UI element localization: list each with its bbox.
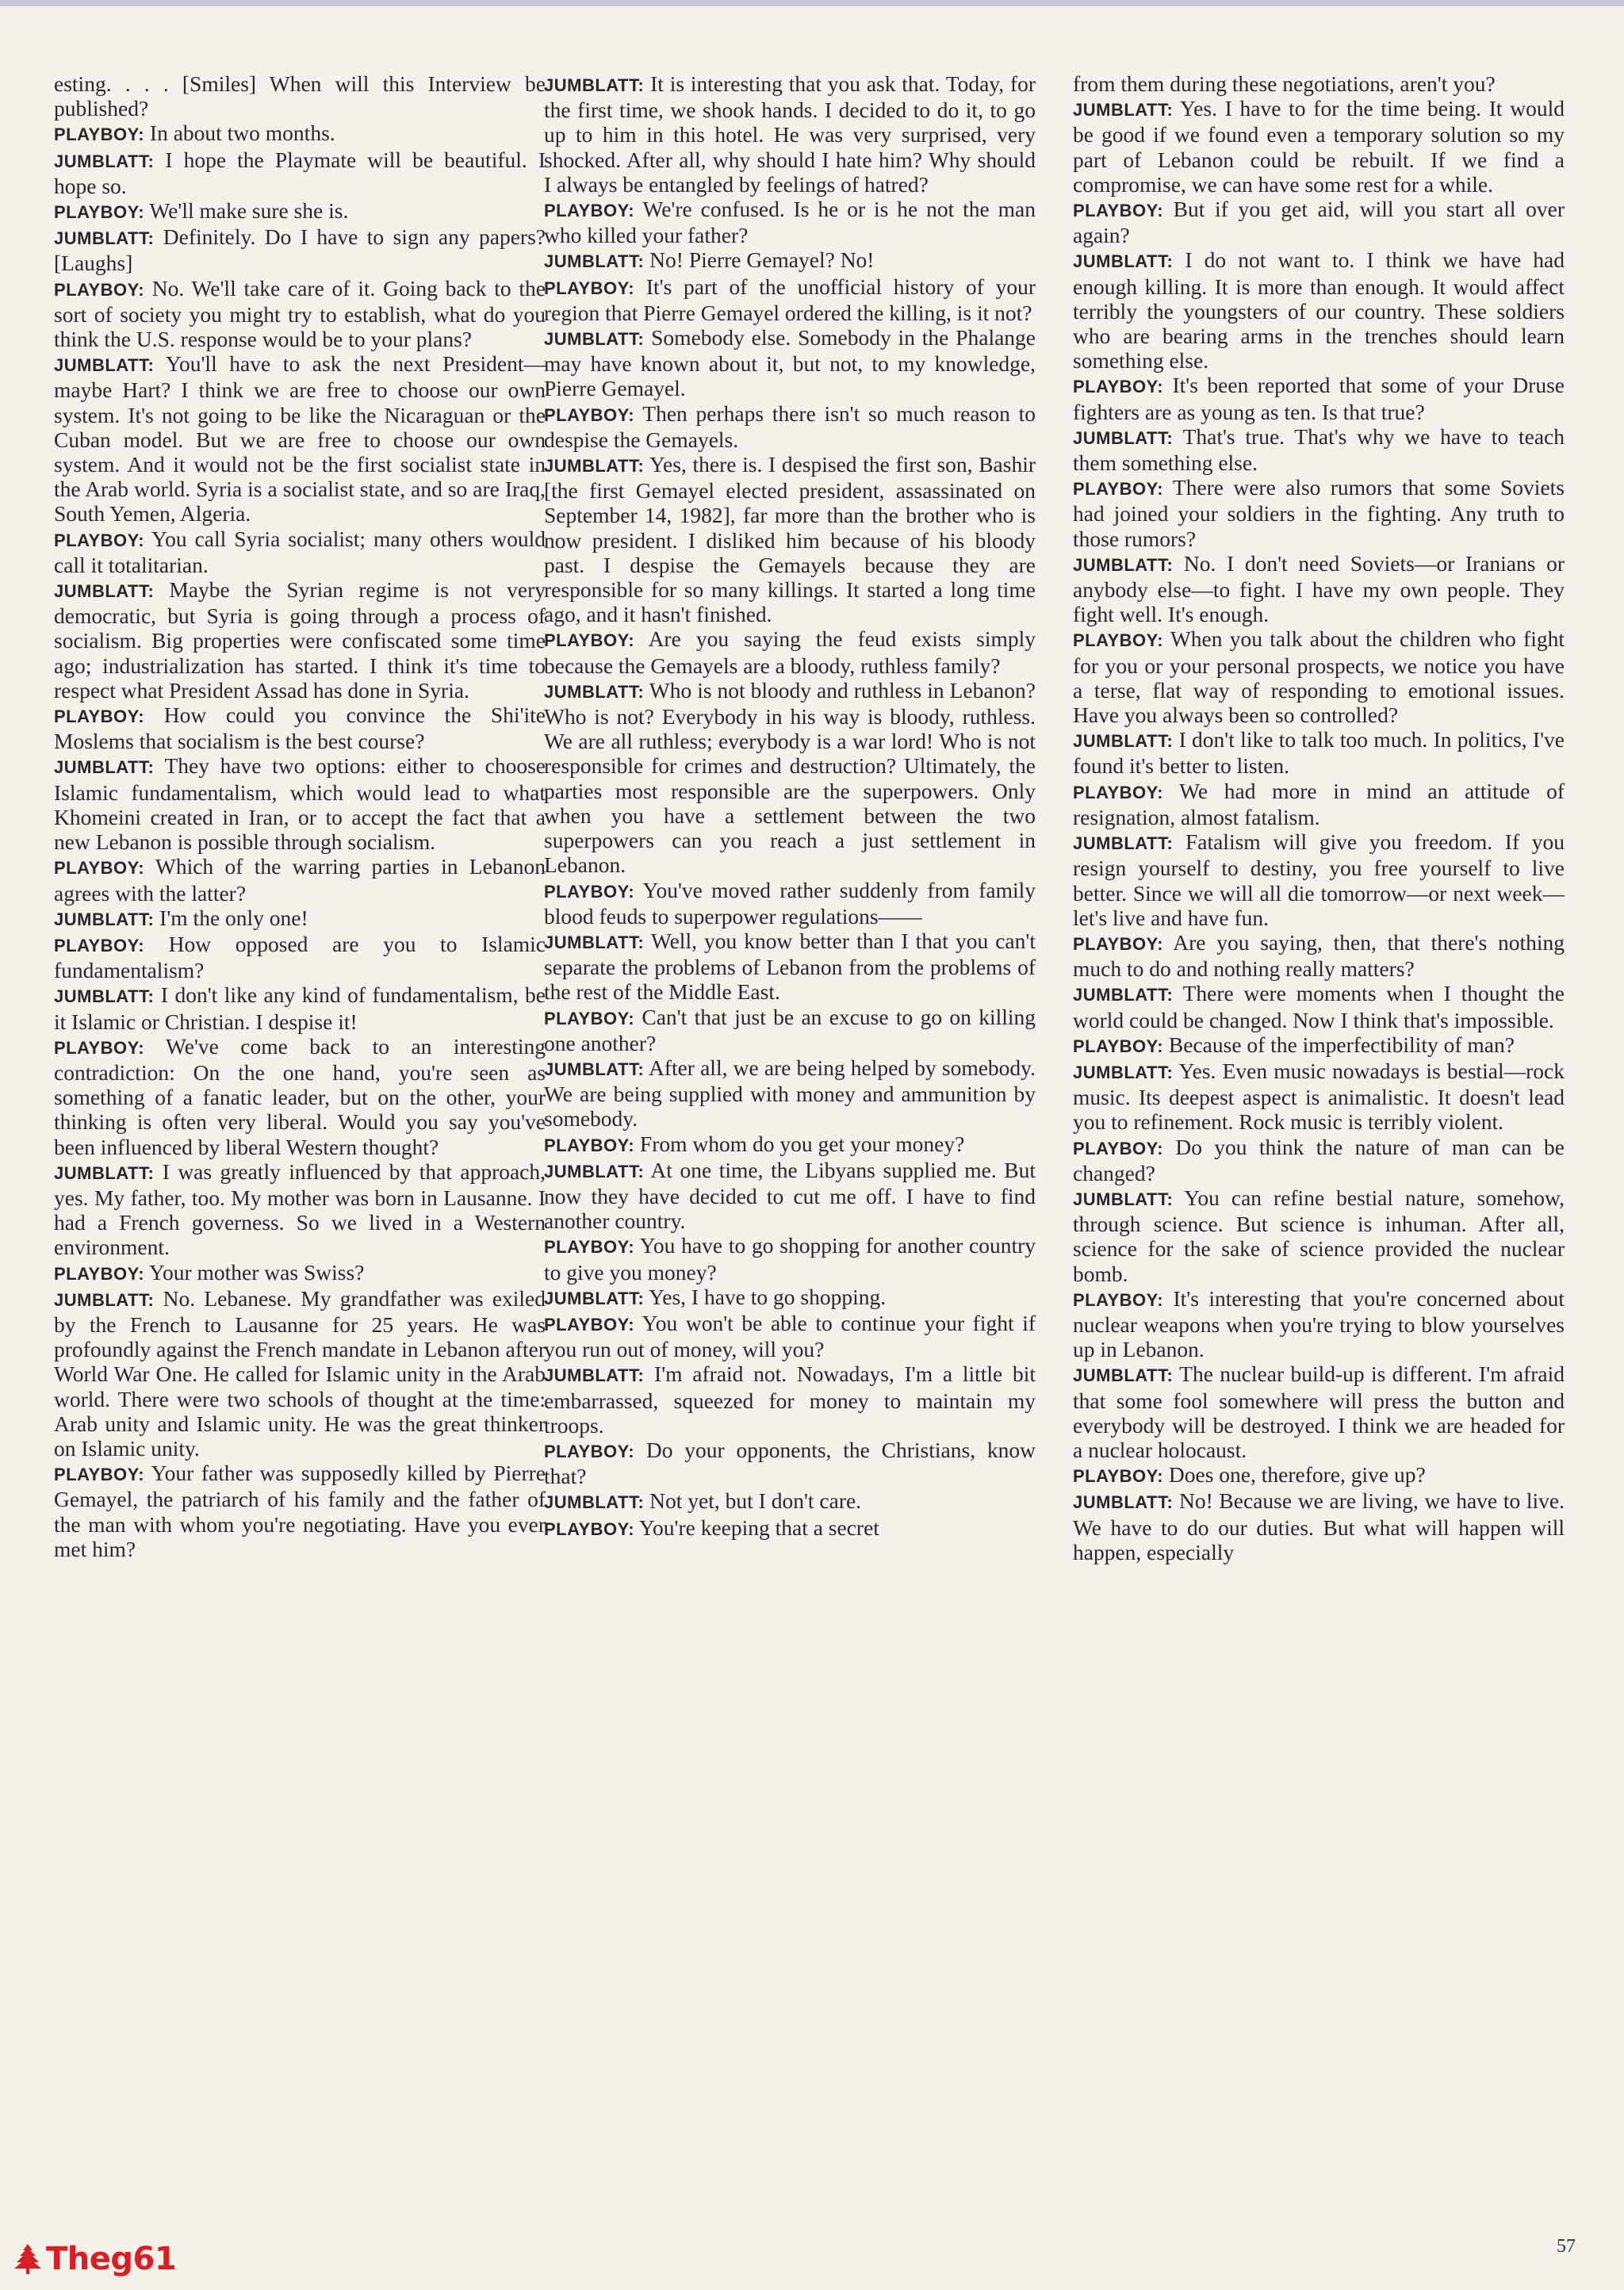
interview-paragraph xyxy=(1073,1185,1565,1286)
speaker-label: JUMBLATT: xyxy=(1073,100,1174,121)
paragraph-text: We've come back to an interesting contradiction: On the one hand, you're seen as something of a fanatic leader, but on the other, your thinking is often very liberal. Would you say you've been influenced by liberal Western thought? xyxy=(54,1033,546,1159)
paragraph-text: After all, we are being helped by somebody. We are being supplied with money and ammunition by somebody. xyxy=(544,1055,1036,1132)
interview-paragraph xyxy=(544,1438,1036,1488)
interview-paragraph xyxy=(544,71,1036,197)
speaker-label: PLAYBOY: xyxy=(54,530,145,550)
interview-paragraph xyxy=(1073,71,1565,96)
interview-paragraph xyxy=(1073,1059,1565,1135)
speaker-label: JUMBLATT: xyxy=(544,251,645,272)
interview-paragraph xyxy=(544,274,1036,325)
speaker-label: JUMBLATT: xyxy=(54,581,155,602)
paragraph-text: Can't that just be an excuse to go on killing one another? xyxy=(544,1004,1036,1055)
speaker-label: JUMBLATT: xyxy=(1073,251,1174,272)
interview-paragraph xyxy=(54,147,546,198)
paragraph-text: In about two months. xyxy=(149,121,335,146)
paragraph-text: Maybe the Syrian regime is not very democratic, but Syria is going through a process of socialism. Big properties were confiscated some time ago; industrialization has started. I think it's time to respect what President Assad has done in Syria. xyxy=(54,577,546,703)
interview-paragraph xyxy=(54,854,546,905)
speaker-label: JUMBLATT: xyxy=(544,1288,645,1308)
paragraph-text: Are you saying, then, that there's nothing much to do and nothing really matters? xyxy=(1073,929,1565,982)
interview-paragraph xyxy=(1073,829,1565,930)
paragraph-text: You're keeping that a secret xyxy=(638,1515,879,1540)
page-number: 57 xyxy=(1557,2236,1576,2257)
interview-paragraph xyxy=(54,982,546,1033)
speaker-label: PLAYBOY: xyxy=(54,124,145,145)
paragraph-text: I'm the only one! xyxy=(159,905,308,930)
speaker-label: PLAYBOY: xyxy=(544,1518,635,1539)
interview-paragraph xyxy=(54,932,546,982)
interview-paragraph xyxy=(54,1159,546,1260)
paragraph-text: When you talk about the children who fight for you or your personal prospects, we notice you have a terse, flat way of responding to emotional issues. Have you always been so controlled? xyxy=(1073,626,1565,728)
speaker-label: JUMBLATT: xyxy=(54,1162,155,1183)
speaker-label: JUMBLATT: xyxy=(54,228,155,249)
speaker-label: JUMBLATT: xyxy=(544,1059,645,1079)
paragraph-text: No. I don't need Soviets—or Iranians or anybody else—to fight. I have my own people. They fight well. It's enough. xyxy=(1073,550,1565,627)
paragraph-text: Your mother was Swiss? xyxy=(148,1259,365,1285)
speaker-label: JUMBLATT: xyxy=(1073,1189,1174,1209)
interview-paragraph xyxy=(1073,424,1565,475)
cedar-tree-icon xyxy=(11,2242,44,2276)
paragraph-text: Does one, therefore, give up? xyxy=(1168,1462,1426,1488)
logo-text: Theg61 xyxy=(46,2241,177,2277)
paragraph-text: Do you think the nature of man can be changed? xyxy=(1073,1134,1565,1185)
paragraph-text: Then perhaps there isn't so much reason to despise the Gemayels. xyxy=(544,400,1036,452)
speaker-label: PLAYBOY: xyxy=(1073,1289,1164,1310)
paragraph-text: I don't like any kind of fundamentalism, be it Islamic or Christian. I despise it! xyxy=(54,982,546,1034)
paragraph-text: It is interesting that you ask that. Today, for the first time, we shook hands. I decided to do it, to go up to him in this hotel. He was very surprised, very shocked. After all, why should I hate him? Why should I always be entangled by feelings of hatred? xyxy=(544,71,1036,197)
speaker-label: PLAYBOY: xyxy=(1073,933,1164,954)
paragraph-text: How could you convince the Shi'ite Moslems that socialism is the best course? xyxy=(54,703,546,754)
paragraph-text: Definitely. Do I have to sign any papers? [Laughs] xyxy=(54,224,546,276)
speaker-label: JUMBLATT: xyxy=(54,986,155,1007)
interview-paragraph xyxy=(54,276,546,352)
speaker-label: PLAYBOY: xyxy=(544,404,635,425)
interview-paragraph xyxy=(544,1311,1036,1361)
speaker-label: JUMBLATT: xyxy=(1073,731,1174,752)
speaker-label: JUMBLATT: xyxy=(1073,1492,1174,1513)
speaker-label: JUMBLATT: xyxy=(54,355,155,376)
paragraph-text: No. Lebanese. My grandfather was exiled by the French to Lausanne for 25 years. He was profoundly against the French mandate in Lebanon after World War One. He called for Islamic unity in the Arab world. There were two schools of thought at the time: Arab unity and Islamic unity. He was the great thinker on Islamic unity. xyxy=(54,1285,546,1461)
interview-paragraph xyxy=(54,753,546,854)
interview-paragraph xyxy=(1073,1286,1565,1362)
paragraph-text: I don't like to talk too much. In politics, I've found it's better to listen. xyxy=(1073,727,1565,779)
speaker-label: JUMBLATT: xyxy=(1073,554,1174,575)
speaker-label: PLAYBOY: xyxy=(54,279,145,300)
interview-paragraph xyxy=(54,527,546,577)
site-logo[interactable] xyxy=(11,2241,176,2277)
interview-paragraph xyxy=(54,121,546,147)
speaker-label: PLAYBOY: xyxy=(544,881,635,902)
interview-paragraph xyxy=(1073,981,1565,1032)
speaker-label: PLAYBOY: xyxy=(54,1037,145,1058)
interview-paragraph xyxy=(544,1158,1036,1234)
speaker-label: PLAYBOY: xyxy=(54,858,145,879)
interview-paragraph xyxy=(1073,1361,1565,1462)
paragraph-text: There were also rumors that some Soviets had joined your soldiers in the fighting. Any truth to those rumors? xyxy=(1073,475,1565,551)
paragraph-text: They have two options: either to choose Islamic fundamentalism, which would lead to what Khomeini created in Iran, or to accept the fact that a new Lebanon is possible through socialism. xyxy=(54,753,546,855)
interview-paragraph xyxy=(544,1132,1036,1158)
paragraph-text: Who is not bloody and ruthless in Lebanon? Who is not? Everybody in his way is bloody, ruthless. We are all ruthless; everybody is a war lord! Who is not responsible for crimes and destruction? Ultimately, the parties most responsible are the superpowers. Only when you have a settlement between the two superpowers can you reach a just settlement in Lebanon. xyxy=(544,677,1036,878)
speaker-label: JUMBLATT: xyxy=(544,75,645,95)
paragraph-text: Do your opponents, the Christians, know that? xyxy=(544,1437,1036,1489)
paragraph-text: Fatalism will give you freedom. If you resign yourself to destiny, you free yourself to live better. Since we will all die tomorrow—or next week—let's live and have fun. xyxy=(1073,829,1565,930)
paragraph-text: I hope the Playmate will be beautiful. I hope so. xyxy=(54,147,546,198)
paragraph-text: Yes, I have to go shopping. xyxy=(649,1284,887,1309)
column-3 xyxy=(1073,71,1565,1564)
paragraph-text: You have to go shopping for another country to give you money? xyxy=(544,1233,1036,1285)
interview-paragraph xyxy=(544,929,1036,1005)
speaker-label: PLAYBOY: xyxy=(544,1314,635,1335)
interview-paragraph xyxy=(54,906,546,932)
speaker-label: PLAYBOY: xyxy=(1073,201,1164,221)
speaker-label: PLAYBOY: xyxy=(1073,1138,1164,1158)
interview-paragraph xyxy=(1073,1488,1565,1564)
speaker-label: JUMBLATT: xyxy=(1073,833,1174,854)
interview-paragraph xyxy=(1073,1462,1565,1488)
interview-paragraph xyxy=(1073,475,1565,551)
paragraph-text: It's part of the unofficial history of your region that Pierre Gemayel ordered the killing, is it not? xyxy=(544,274,1036,325)
paragraph-text: Yes. Even music nowadays is bestial—rock music. Its deepest aspect is animalistic. It doesn't lead you to refinement. Rock music is terribly violent. xyxy=(1073,1058,1565,1135)
paragraph-text: We're confused. Is he or is he not the man who killed your father? xyxy=(544,197,1036,248)
paragraph-text: You call Syria socialist; many others would call it totalitarian. xyxy=(54,526,546,577)
speaker-label: JUMBLATT: xyxy=(544,329,645,350)
paragraph-text: Not yet, but I don't care. xyxy=(649,1488,862,1514)
interview-paragraph xyxy=(544,401,1036,452)
speaker-label: PLAYBOY: xyxy=(1073,377,1164,397)
speaker-label: JUMBLATT: xyxy=(1073,1062,1174,1082)
paragraph-text: No! Pierre Gemayel? No! xyxy=(649,247,875,273)
interview-paragraph xyxy=(54,1286,546,1461)
interview-paragraph xyxy=(544,1285,1036,1311)
interview-paragraph xyxy=(544,1361,1036,1438)
paragraph-text: I do not want to. I think we have had enough killing. It is more than enough. It would affect terribly the youngsters of our country. These soldiers who are bearing arms in the trenches should learn something else. xyxy=(1073,247,1565,373)
interview-paragraph xyxy=(54,1461,546,1561)
speaker-label: PLAYBOY: xyxy=(1073,1466,1164,1487)
paragraph-text: You can refine bestial nature, somehow, through science. But science is inhuman. After all, science for the sake of science provided the nuclear bomb. xyxy=(1073,1185,1565,1286)
interview-paragraph xyxy=(544,1488,1036,1515)
continuation-text: from them during these negotiations, aren't you? xyxy=(1073,71,1496,96)
speaker-label: JUMBLATT: xyxy=(544,456,645,477)
paragraph-text: You'll have to ask the next President—maybe Hart? I think we are free to choose our own system. It's not going to be like the Nicaraguan or the Cuban model. But we are free to choose our own system. And it would not be the first socialist state in the Arab world. Syria is a socialist state, and so are Iraq, South Yemen, Algeria. xyxy=(54,351,546,527)
speaker-label: JUMBLATT: xyxy=(544,681,645,702)
interview-paragraph xyxy=(54,71,546,121)
speaker-label: JUMBLATT: xyxy=(54,757,155,778)
paragraph-text: But if you get aid, will you start all over again? xyxy=(1073,197,1565,248)
interview-paragraph xyxy=(1073,779,1565,829)
interview-paragraph xyxy=(544,247,1036,274)
interview-paragraph xyxy=(544,878,1036,929)
interview-paragraph xyxy=(54,703,546,753)
paragraph-text: Your father was supposedly killed by Pierre Gemayel, the patriarch of his family and the father of the man with whom you're negotiating. Have you ever met him? xyxy=(54,1461,546,1561)
interview-paragraph xyxy=(1073,1135,1565,1185)
paragraph-text: There were moments when I thought the world could be changed. Now I think that's impossible. xyxy=(1073,981,1565,1032)
speaker-label: JUMBLATT: xyxy=(54,909,155,929)
paragraph-text: We had more in mind an attitude of resignation, almost fatalism. xyxy=(1073,778,1565,829)
interview-paragraph xyxy=(1073,96,1565,197)
interview-paragraph xyxy=(544,197,1036,247)
speaker-label: JUMBLATT: xyxy=(544,1161,645,1181)
paragraph-text: At one time, the Libyans supplied me. But now they have decided to cut me off. I have to find another country. xyxy=(544,1157,1036,1234)
interview-paragraph xyxy=(544,325,1036,401)
interview-paragraph xyxy=(1073,727,1565,778)
speaker-label: PLAYBOY: xyxy=(544,1135,635,1155)
speaker-label: JUMBLATT: xyxy=(54,1289,155,1310)
speaker-label: JUMBLATT: xyxy=(1073,1365,1174,1386)
speaker-label: JUMBLATT: xyxy=(1073,427,1174,448)
continuation-text: esting. . . . [Smiles] When will this Interview be published? xyxy=(54,71,546,121)
interview-paragraph xyxy=(1073,551,1565,627)
speaker-label: PLAYBOY: xyxy=(54,935,145,955)
speaker-label: PLAYBOY: xyxy=(54,707,145,727)
paragraph-text: No! Because we are living, we have to live. We have to do our duties. But what will happen will happen, especially xyxy=(1073,1488,1565,1564)
interview-paragraph xyxy=(544,1233,1036,1284)
interview-paragraph xyxy=(54,1034,546,1159)
interview-paragraph xyxy=(54,577,546,703)
speaker-label: PLAYBOY: xyxy=(1073,1036,1164,1056)
paragraph-text: Because of the imperfectibility of man? xyxy=(1168,1032,1515,1057)
interview-paragraph xyxy=(1073,247,1565,373)
paragraph-text: Yes. I have to for the time being. It would be good if we found even a temporary solution so my part of Lebanon could be rebuilt. If we find a compromise, we can have some rest for a while. xyxy=(1073,96,1565,197)
paragraph-text: You've moved rather suddenly from family blood feuds to superpower regulations—— xyxy=(544,877,1036,929)
speaker-label: PLAYBOY: xyxy=(54,1263,145,1284)
paragraph-text: It's been reported that some of your Druse fighters are as young as ten. Is that true? xyxy=(1073,373,1565,424)
paragraph-text: Are you saying the feud exists simply because the Gemayels are a bloody, ruthless family? xyxy=(544,626,1036,678)
speaker-label: PLAYBOY: xyxy=(1073,630,1164,651)
paragraph-text: That's true. That's why we have to teach them something else. xyxy=(1073,423,1565,476)
speaker-label: PLAYBOY: xyxy=(544,201,635,221)
speaker-label: PLAYBOY: xyxy=(544,1008,635,1028)
paragraph-text: How opposed are you to Islamic fundamentalism? xyxy=(54,931,546,983)
speaker-label: JUMBLATT: xyxy=(1073,985,1174,1005)
paragraph-text: The nuclear build-up is different. I'm afraid that some fool somewhere will press the button and everybody will be destroyed. I think we are headed for a nuclear holocaust. xyxy=(1073,1361,1565,1462)
paragraph-text: You won't be able to continue your fight if you run out of money, will you? xyxy=(544,1310,1036,1362)
interview-paragraph xyxy=(544,626,1036,677)
speaker-label: PLAYBOY: xyxy=(54,1465,145,1485)
paragraph-text: We'll make sure she is. xyxy=(149,198,349,224)
speaker-label: PLAYBOY: xyxy=(544,630,635,651)
interview-paragraph xyxy=(544,1005,1036,1055)
interview-paragraph xyxy=(54,1260,546,1286)
interview-paragraph xyxy=(54,224,546,275)
speaker-label: JUMBLATT: xyxy=(544,1365,645,1386)
speaker-label: PLAYBOY: xyxy=(54,202,145,223)
speaker-label: PLAYBOY: xyxy=(544,278,635,298)
interview-paragraph xyxy=(1073,930,1565,981)
paragraph-text: It's interesting that you're concerned about nuclear weapons when you're trying to blow yourselves up in Lebanon. xyxy=(1073,1285,1565,1362)
interview-paragraph xyxy=(544,678,1036,878)
speaker-label: JUMBLATT: xyxy=(54,151,155,171)
speaker-label: PLAYBOY: xyxy=(544,1441,635,1461)
paragraph-text: From whom do you get your money? xyxy=(639,1131,965,1156)
interview-paragraph xyxy=(544,452,1036,626)
interview-paragraph xyxy=(54,351,546,526)
interview-paragraph xyxy=(544,1515,1036,1541)
column-2 xyxy=(544,71,1036,1541)
paragraph-text: I was greatly influenced by that approach, yes. My father, too. My mother was born in Lausanne. I had a French governess. So we lived in a Western environment. xyxy=(54,1158,546,1260)
speaker-label: JUMBLATT: xyxy=(544,932,645,952)
paragraph-text: Well, you know better than I that you can't separate the problems of Lebanon from the problems of the rest of the Middle East. xyxy=(544,928,1036,1005)
paragraph-text: No. We'll take care of it. Going back to the sort of society you might try to establish, what do you think the U.S. response would be to your plans? xyxy=(54,275,546,352)
interview-paragraph xyxy=(1073,373,1565,423)
interview-paragraph xyxy=(544,1055,1036,1132)
paragraph-text: Somebody else. Somebody in the Phalange may have known about it, but not, to my knowledge, Pierre Gemayel. xyxy=(544,325,1036,401)
paragraph-text: I'm afraid not. Nowadays, I'm a little bit embarrassed, squeezed for money to maintain my troops. xyxy=(544,1361,1036,1438)
top-edge-band xyxy=(0,0,1624,6)
speaker-label: PLAYBOY: xyxy=(1073,782,1164,802)
speaker-label: PLAYBOY: xyxy=(544,1237,635,1258)
speaker-label: PLAYBOY: xyxy=(1073,479,1164,500)
column-1 xyxy=(54,71,546,1561)
speaker-label: JUMBLATT: xyxy=(544,1492,645,1513)
paragraph-text: Which of the warring parties in Lebanon agrees with the latter? xyxy=(54,854,546,906)
interview-paragraph xyxy=(54,198,546,224)
interview-paragraph xyxy=(1073,626,1565,727)
interview-paragraph xyxy=(1073,197,1565,247)
interview-paragraph xyxy=(1073,1032,1565,1059)
paragraph-text: Yes, there is. I despised the first son, Bashir [the first Gemayel elected president, assassinated on September 14, 1982], far more than the brother who is now president. I disliked him because of his bloody past. I despise the Gemayels because they are responsible for so many killings. It started a long time ago, and it hasn't finished. xyxy=(544,452,1036,627)
